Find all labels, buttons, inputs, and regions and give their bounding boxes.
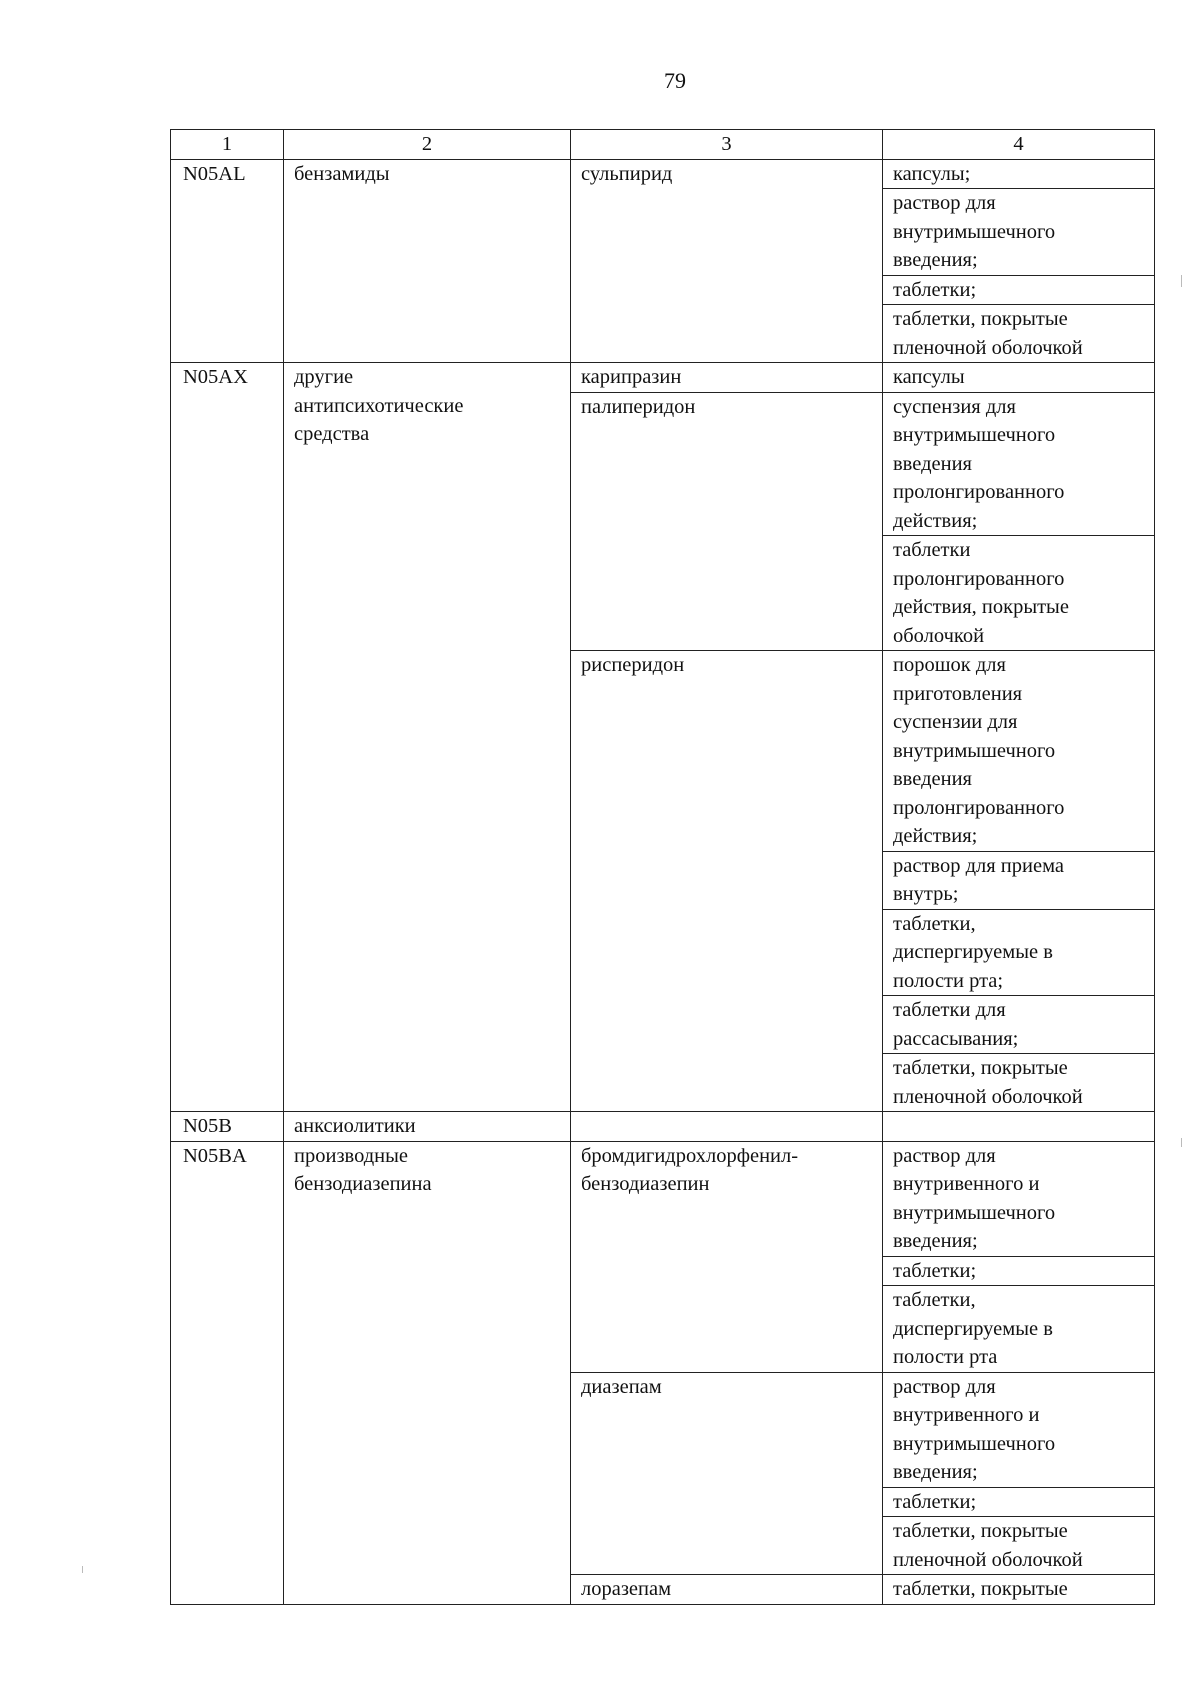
column-header: 2 — [284, 130, 571, 160]
dosage-form-cell: таблетки, покрытые пленочной оболочкой — [883, 1054, 1155, 1112]
group-name-cell: производные бензодиазепина — [284, 1141, 571, 1604]
dosage-form-cell: порошок для приготовления суспензии для внутримышечного введения пролонгированного действия; — [883, 651, 1155, 852]
dosage-form-cell: таблетки для рассасывания; — [883, 996, 1155, 1054]
dosage-form-cell: раствор для внутривенного и внутримышечного введения; — [883, 1372, 1155, 1487]
group-name-cell: другие антипсихотические средства — [284, 363, 571, 1112]
atc-code-cell: N05BA — [171, 1141, 284, 1604]
table-row — [171, 1112, 1155, 1142]
drug-name-cell: сульпирид — [571, 159, 883, 363]
drug-list-table — [170, 129, 1155, 1605]
dosage-form-cell: таблетки; — [883, 1487, 1155, 1517]
dosage-form-cell: капсулы; — [883, 159, 1155, 189]
dosage-form-cell: раствор для внутримышечного введения; — [883, 189, 1155, 276]
dosage-form-cell: суспензия для внутримышечного введения пролонгированного действия; — [883, 392, 1155, 536]
dosage-form-cell: раствор для внутривенного и внутримышечного введения; — [883, 1141, 1155, 1256]
dosage-form-cell: таблетки, покрытые пленочной оболочкой — [883, 305, 1155, 363]
column-header: 3 — [571, 130, 883, 160]
drug-name-cell: бромдигидрохлорфенил- бензодиазепин — [571, 1141, 883, 1372]
drug-name-cell: карипразин — [571, 363, 883, 393]
dosage-form-cell: таблетки; — [883, 1256, 1155, 1286]
scan-mark — [82, 1566, 83, 1573]
atc-code-cell: N05B — [171, 1112, 284, 1142]
dosage-form-cell — [883, 1112, 1155, 1142]
page-number: 79 — [664, 68, 686, 93]
dosage-form-cell: таблетки, диспергируемые в полости рта; — [883, 909, 1155, 996]
drug-name-cell: рисперидон — [571, 651, 883, 1112]
scan-mark — [1181, 275, 1182, 287]
dosage-form-cell: таблетки, диспергируемые в полости рта — [883, 1286, 1155, 1373]
dosage-form-cell: раствор для приема внутрь; — [883, 851, 1155, 909]
dosage-form-cell: таблетки, покрытые — [883, 1575, 1155, 1605]
group-name-cell: бензамиды — [284, 159, 571, 363]
table-row — [171, 363, 1155, 393]
table-row — [171, 159, 1155, 189]
atc-code-cell: N05AL — [171, 159, 284, 363]
column-header: 1 — [171, 130, 284, 160]
table-header-row — [171, 130, 1155, 160]
table-row — [171, 1141, 1155, 1256]
drug-name-cell: диазепам — [571, 1372, 883, 1575]
dosage-form-cell: таблетки, покрытые пленочной оболочкой — [883, 1517, 1155, 1575]
group-name-cell: анксиолитики — [284, 1112, 571, 1142]
column-header: 4 — [883, 130, 1155, 160]
dosage-form-cell: таблетки; — [883, 275, 1155, 305]
drug-name-cell — [571, 1112, 883, 1142]
dosage-form-cell: таблетки пролонгированного действия, покрытые оболочкой — [883, 536, 1155, 651]
atc-code-cell: N05AX — [171, 363, 284, 1112]
scan-mark — [1181, 1138, 1182, 1147]
drug-name-cell: лоразепам — [571, 1575, 883, 1605]
dosage-form-cell: капсулы — [883, 363, 1155, 393]
drug-name-cell: палиперидон — [571, 392, 883, 651]
